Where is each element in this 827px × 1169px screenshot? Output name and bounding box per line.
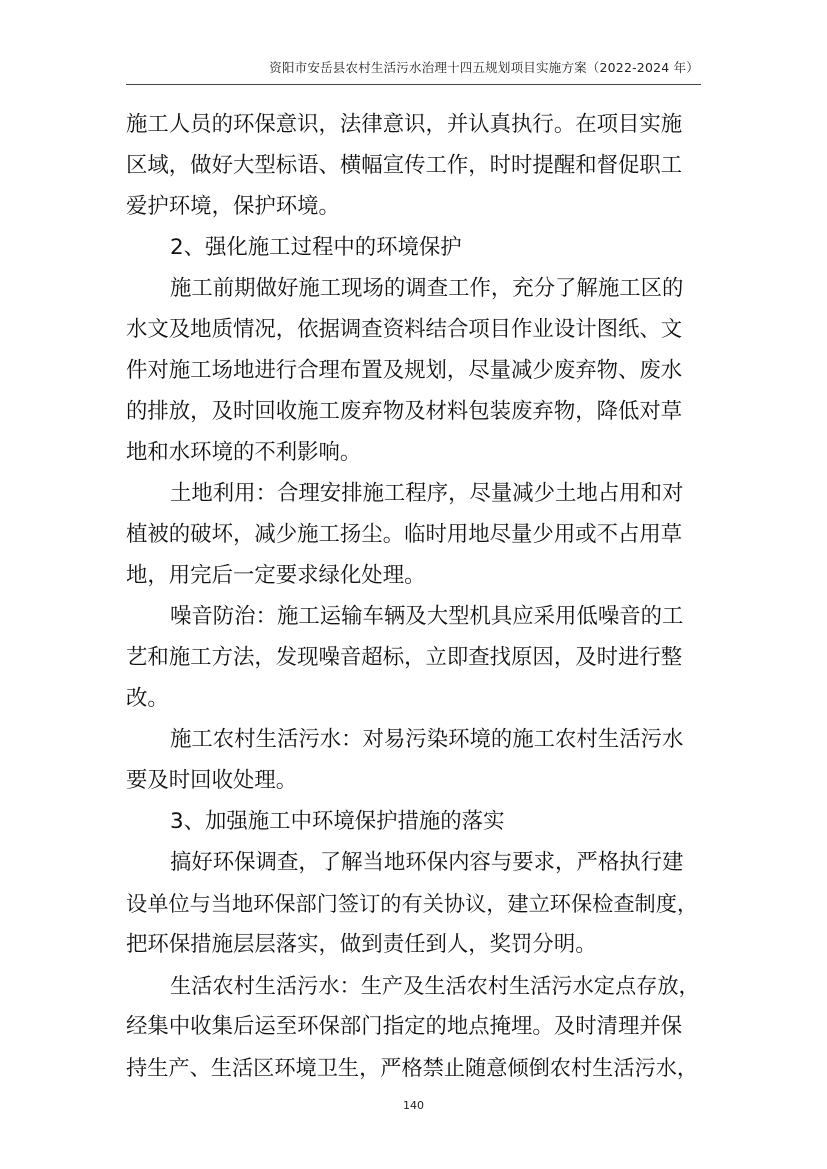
text-line: 设单位与当地环保部门签订的有关协议，建立环保检查制度， (126, 891, 699, 916)
text-line: 经集中收集后运至环保部门指定的地点掩埋。及时清理并保 (126, 1014, 683, 1039)
text-line: 爱护环境，保护环境。 (126, 194, 340, 219)
text-line: 施工人员的环保意识，法律意识，并认真执行。在项目实施 (126, 112, 683, 137)
section-heading: 2、强化施工过程中的环境保护 (170, 235, 462, 260)
text-line: 地，用完后一定要求绿化处理。 (126, 563, 426, 588)
header-rule (126, 84, 701, 85)
text-line: 地和水环境的不利影响。 (126, 440, 362, 465)
text-line: 改。 (126, 686, 169, 711)
section-heading: 3、加强施工中环境保护措施的落实 (170, 809, 505, 834)
text-line: 施工农村生活污水：对易污染环境的施工农村生活污水 (170, 727, 684, 752)
text-line: 要及时回收处理。 (126, 768, 298, 793)
text-line: 搞好环保调查，了解当地环保内容与要求，严格执行建 (170, 850, 684, 875)
text-line: 施工前期做好施工现场的调查工作，充分了解施工区的 (170, 276, 684, 301)
text-line: 持生产、生活区环境卫生，严格禁止随意倾倒农村生活污水， (126, 1055, 699, 1080)
text-line: 把环保措施层层落实，做到责任到人，奖罚分明。 (126, 932, 597, 957)
text-line: 件对施工场地进行合理布置及规划，尽量减少废弃物、废水 (126, 358, 683, 383)
text-line: 的排放，及时回收施工废弃物及材料包装废弃物，降低对草 (126, 399, 683, 424)
text-line: 区域，做好大型标语、横幅宣传工作，时时提醒和督促职工 (126, 153, 683, 178)
text-line: 噪音防治：施工运输车辆及大型机具应采用低噪音的工 (170, 604, 684, 629)
text-line: 植被的破坏，减少施工扬尘。临时用地尽量少用或不占用草 (126, 522, 683, 547)
running-header: 资阳市安岳县农村生活污水治理十四五规划项目实施方案（2022-2024 年） (269, 60, 699, 75)
text-line: 艺和施工方法，发现噪音超标，立即查找原因，及时进行整 (126, 645, 683, 670)
text-line: 生活农村生活污水：生产及生活农村生活污水定点存放， (170, 973, 700, 998)
text-line: 土地利用：合理安排施工程序，尽量减少土地占用和对 (170, 481, 684, 506)
page-number: 140 (403, 1099, 424, 1112)
text-line: 水文及地质情况，依据调查资料结合项目作业设计图纸、文 (126, 317, 683, 342)
